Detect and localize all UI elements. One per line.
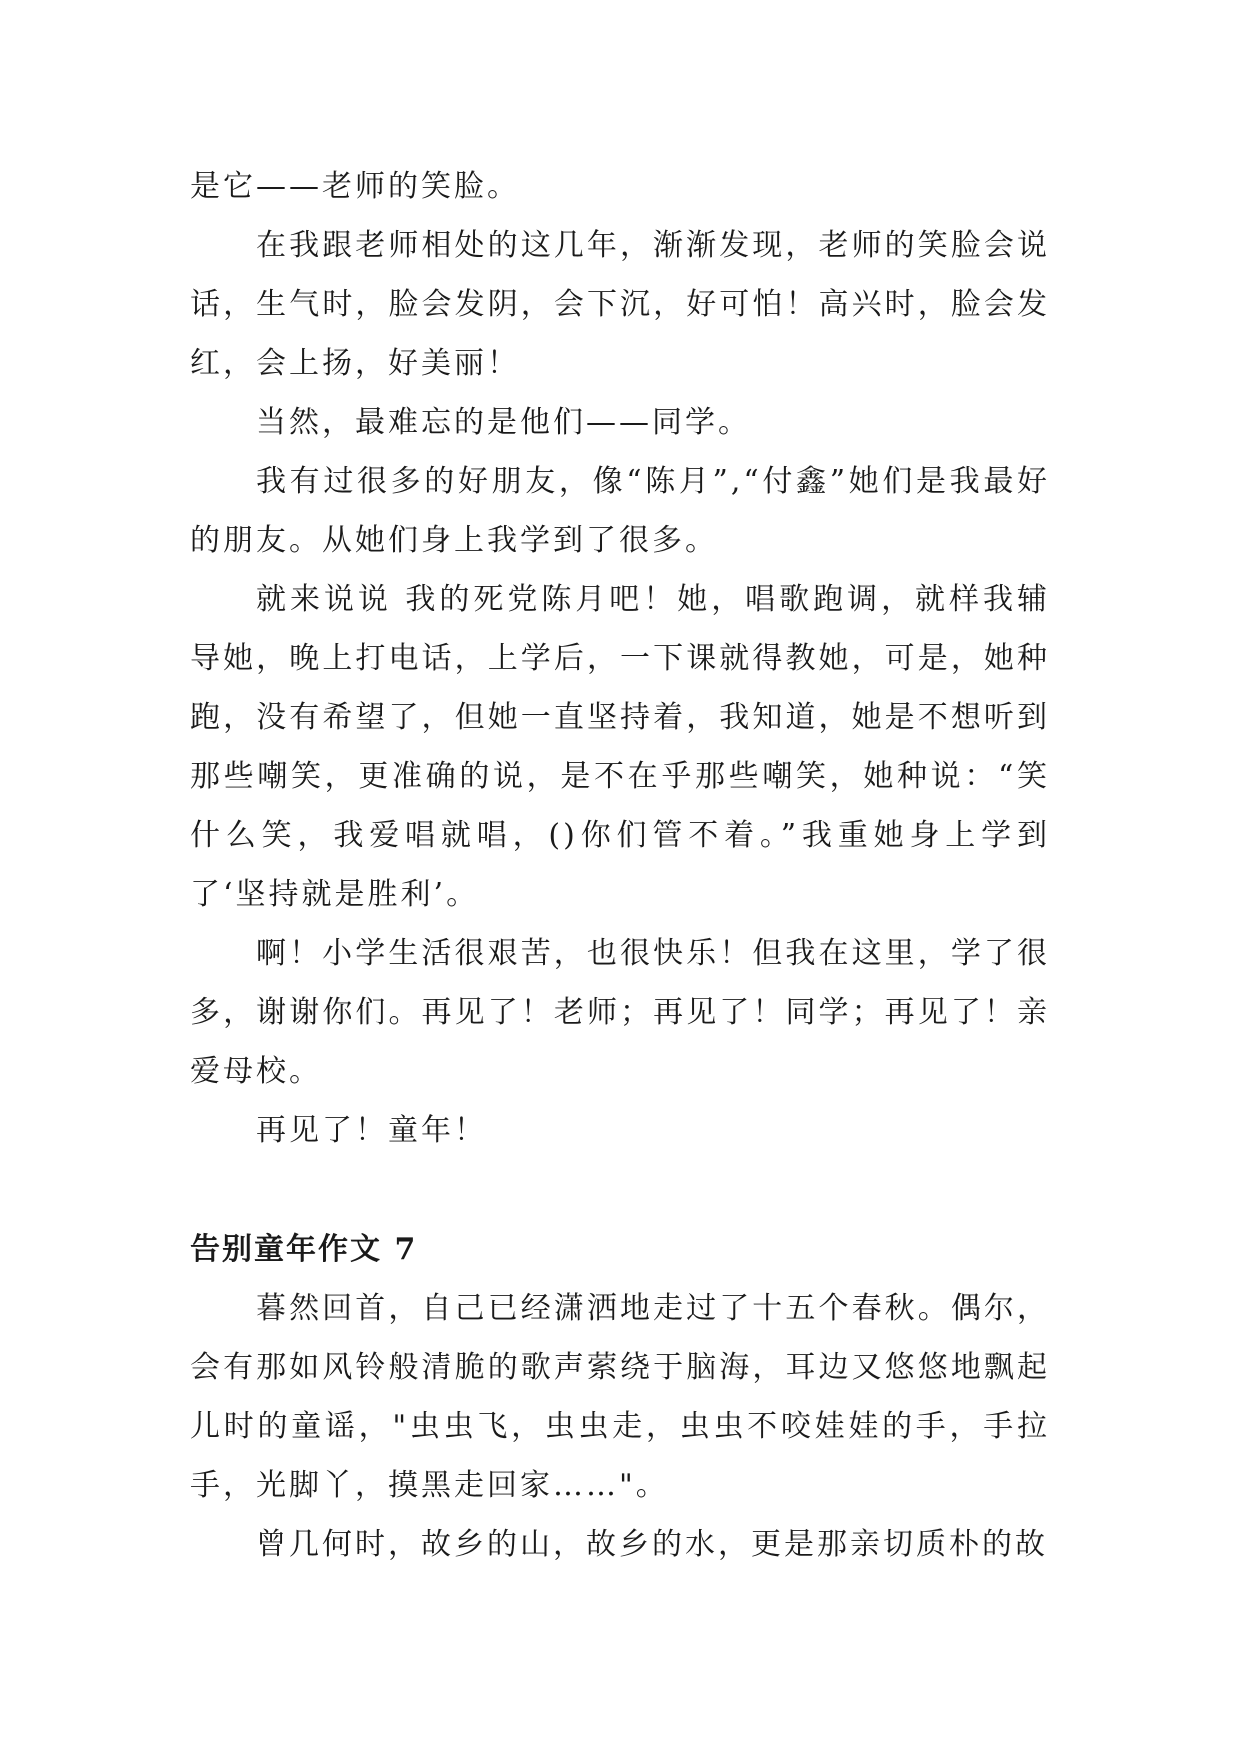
section-paragraph-1: 暮然回首，自己已经潇洒地走过了十五个春秋。偶尔，会有那如风铃般清脆的歌声萦绕于脑海，耳边又悠悠地飘起儿时的童谣，"虫虫飞，虫虫走，虫虫不咬娃娃的手，手拉手，光脚丫，摸黑走回家……"。 — [190, 1291, 1050, 1503]
paragraph-7: 再见了！童年！ — [256, 1113, 487, 1148]
section-paragraph-2: 曾几何时，故乡的山，故乡的水，更是那亲切质朴的故 — [256, 1527, 1048, 1562]
section-gap — [190, 1160, 1050, 1220]
paragraph-6: 啊！小学生活很艰苦，也很快乐！但我在这里，学了很多，谢谢你们。再见了！老师；再见了！同学；再见了！亲爱母校。 — [190, 936, 1050, 1089]
section-heading: 告别童年作文 7 — [190, 1232, 418, 1267]
paragraph-3: 当然，最难忘的是他们——同学。 — [256, 405, 751, 440]
document-body — [190, 157, 1050, 1574]
paragraph-2: 在我跟老师相处的这几年，渐渐发现，老师的笑脸会说话，生气时，脸会发阴，会下沉，好可怕！高兴时，脸会发红，会上扬，好美丽！ — [190, 228, 1050, 381]
paragraph-5: 就来说说 我的死党陈月吧！她，唱歌跑调，就样我辅导她，晚上打电话，上学后，一下课就得教她，可是，她种跑，没有希望了，但她一直坚持着，我知道，她是不想听到那些嘲笑，更准确的说，是不在乎那些嘲笑，她种说：“笑什么笑，我爱唱就唱，()你们管不着。”我重她身上学到了‘坚持就是胜利’。 — [190, 582, 1050, 912]
paragraph-4: 我有过很多的好朋友，像“陈月”,“付鑫”她们是我最好的朋友。从她们身上我学到了很多。 — [190, 464, 1050, 558]
paragraph-1: 是它——老师的笑脸。 — [190, 169, 520, 204]
